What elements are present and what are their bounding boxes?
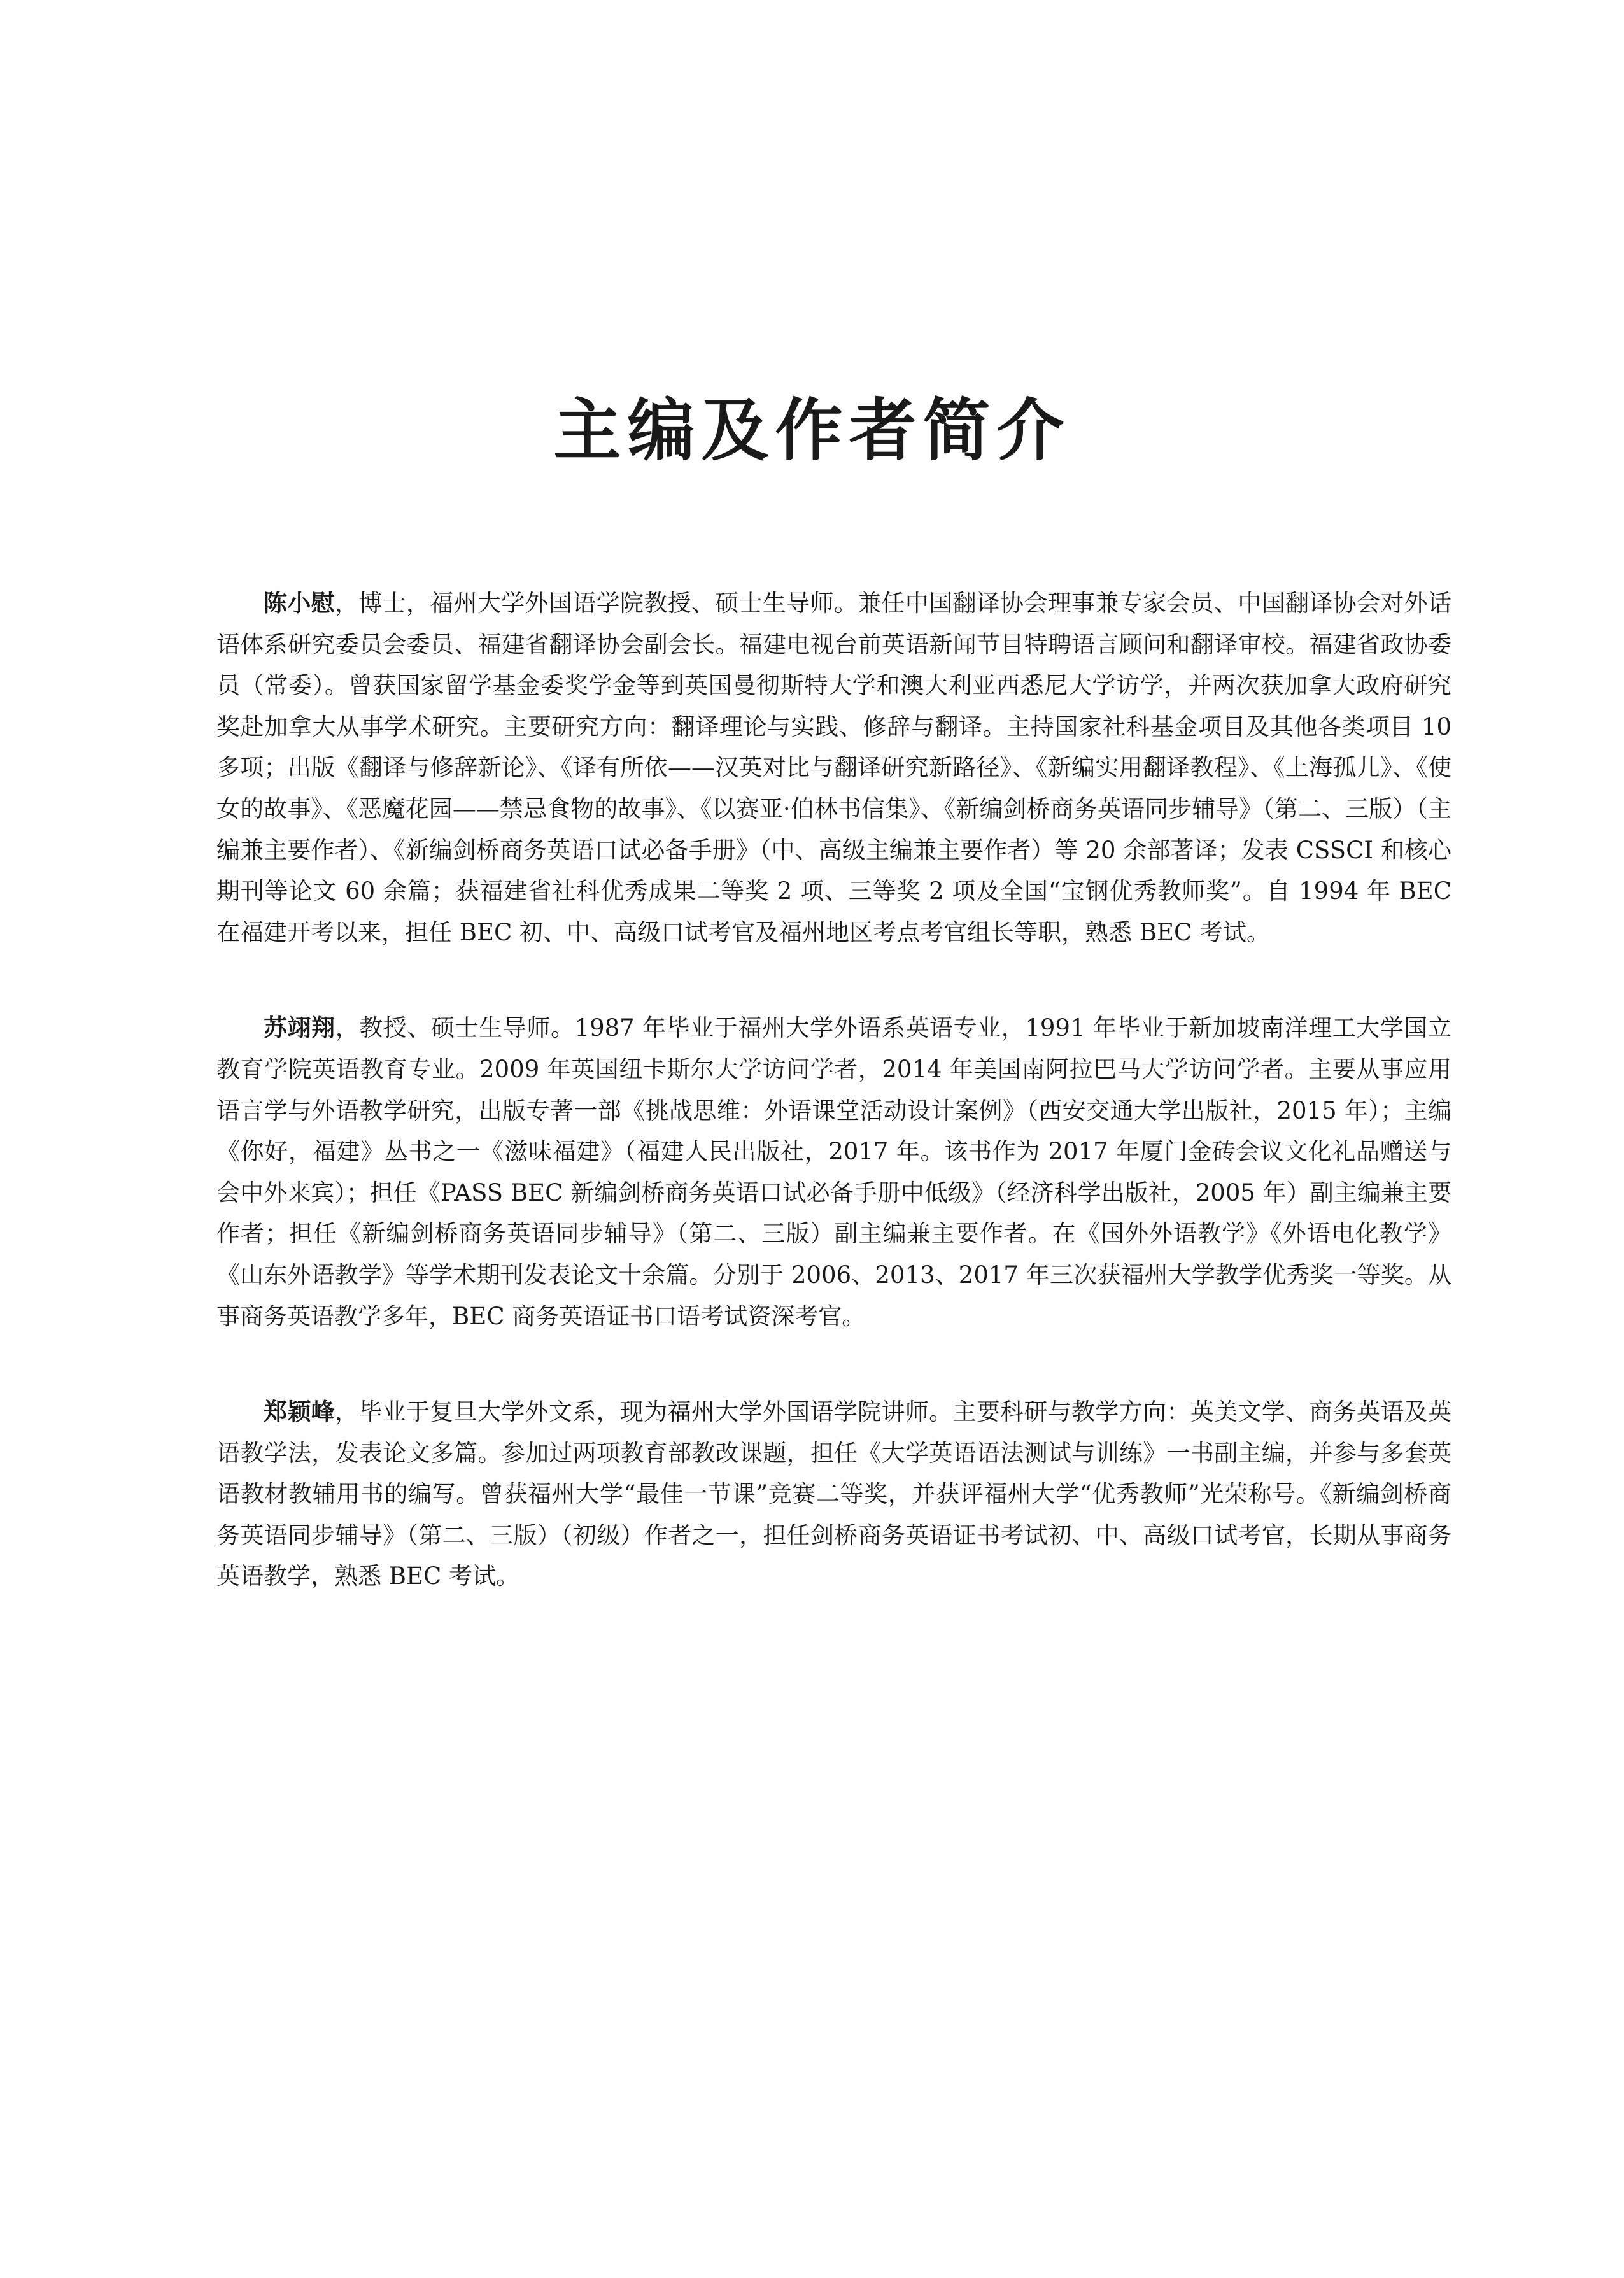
bio-text: ，教授、硕士生导师。1987 年毕业于福州大学外语系英语专业，1991 年毕业于新加坡南洋理工大学国立教育学院英语教育专业。2009 年英国纽卡斯尔大学访问学者，2014 年美国南阿拉巴马大学访问学者。主要从事应用语言学与外语教学研究，出版专著一部《挑战思维：外语课堂活动设计案例》（西安交通大学出版社，2015 年）；主编《你好，福建》丛书之一《滋味福建》（福建人民出版社，2017 年。该书作为 2017 年厦门金砖会议文化礼品赠送与会中外来宾）；担任《PASS BEC 新编剑桥商务英语口试必备手册中低级》（经济科学出版社，2005 年）副主编兼主要作者；担任《新编剑桥商务英语同步辅导》（第二、三版）副主编兼主要作者。在《国外外语教学》《外语电化教学》《山东外语教学》等学术期刊发表论文十余篇。分别于 2006、2013、2017 年三次获福州大学教学优秀奖一等奖。从事商务英语教学多年，BEC 商务英语证书口语考试资深考官。 <box>216 1014 1451 1330</box>
author-name: 陈小慰 <box>264 589 335 617</box>
bio-text: ，毕业于复旦大学外文系，现为福州大学外国语学院讲师。主要科研与教学方向：英美文学、商务英语及英语教学法，发表论文多篇。参加过两项教育部教改课题，担任《大学英语语法测试与训练》一书副主编，并参与多套英语教材教辅用书的编写。曾获福州大学“最佳一节课”竞赛二等奖，并获评福州大学“优秀教师”光荣称号。《新编剑桥商务英语同步辅导》（第二、三版）（初级）作者之一，担任剑桥商务英语证书考试初、中、高级口试考官，长期从事商务英语教学，熟悉 BEC 考试。 <box>216 1398 1452 1590</box>
bio-list <box>216 583 1451 1652</box>
bio-paragraph-zheng-yingfeng <box>216 1391 1451 1597</box>
page-title: 主编及作者简介 <box>553 390 1071 470</box>
bio-text: ，博士，福州大学外国语学院教授、硕士生导师。兼任中国翻译协会理事兼专家会员、中国翻译协会对外话语体系研究委员会委员、福建省翻译协会副会长。福建电视台前英语新闻节目特聘语言顾问和翻译审校。福建省政协委员（常委）。曾获国家留学基金委奖学金等到英国曼彻斯特大学和澳大利亚西悉尼大学访学，并两次获加拿大政府研究奖赴加拿大从事学术研究。主要研究方向：翻译理论与实践、修辞与翻译。主持国家社科基金项目及其他各类项目 10 多项；出版《翻译与修辞新论》、《译有所依——汉英对比与翻译研究新路径》、《新编实用翻译教程》、《上海孤儿》、《使女的故事》、《恶魔花园——禁忌食物的故事》、《以赛亚·伯林书信集》、《新编剑桥商务英语同步辅导》（第二、三版）（主编兼主要作者）、《新编剑桥商务英语口试必备手册》（中、高级主编兼主要作者）等 20 余部著译；发表 CSSCI 和核心期刊等论文 60 余篇；获福建省社科优秀成果二等奖 2 项、三等奖 2 项及全国“宝钢优秀教师奖”。自 1994 年 BEC 在福建开考以来，担任 BEC 初、中、高级口试考官及福州地区考点考官组长等职，熟悉 BEC 考试。 <box>216 590 1452 946</box>
bio-paragraph-chen-xiaowei <box>216 583 1451 953</box>
author-name: 苏翊翔 <box>264 1014 335 1042</box>
bio-paragraph-su-yixiang <box>216 1007 1451 1337</box>
author-name: 郑颖峰 <box>264 1397 335 1426</box>
